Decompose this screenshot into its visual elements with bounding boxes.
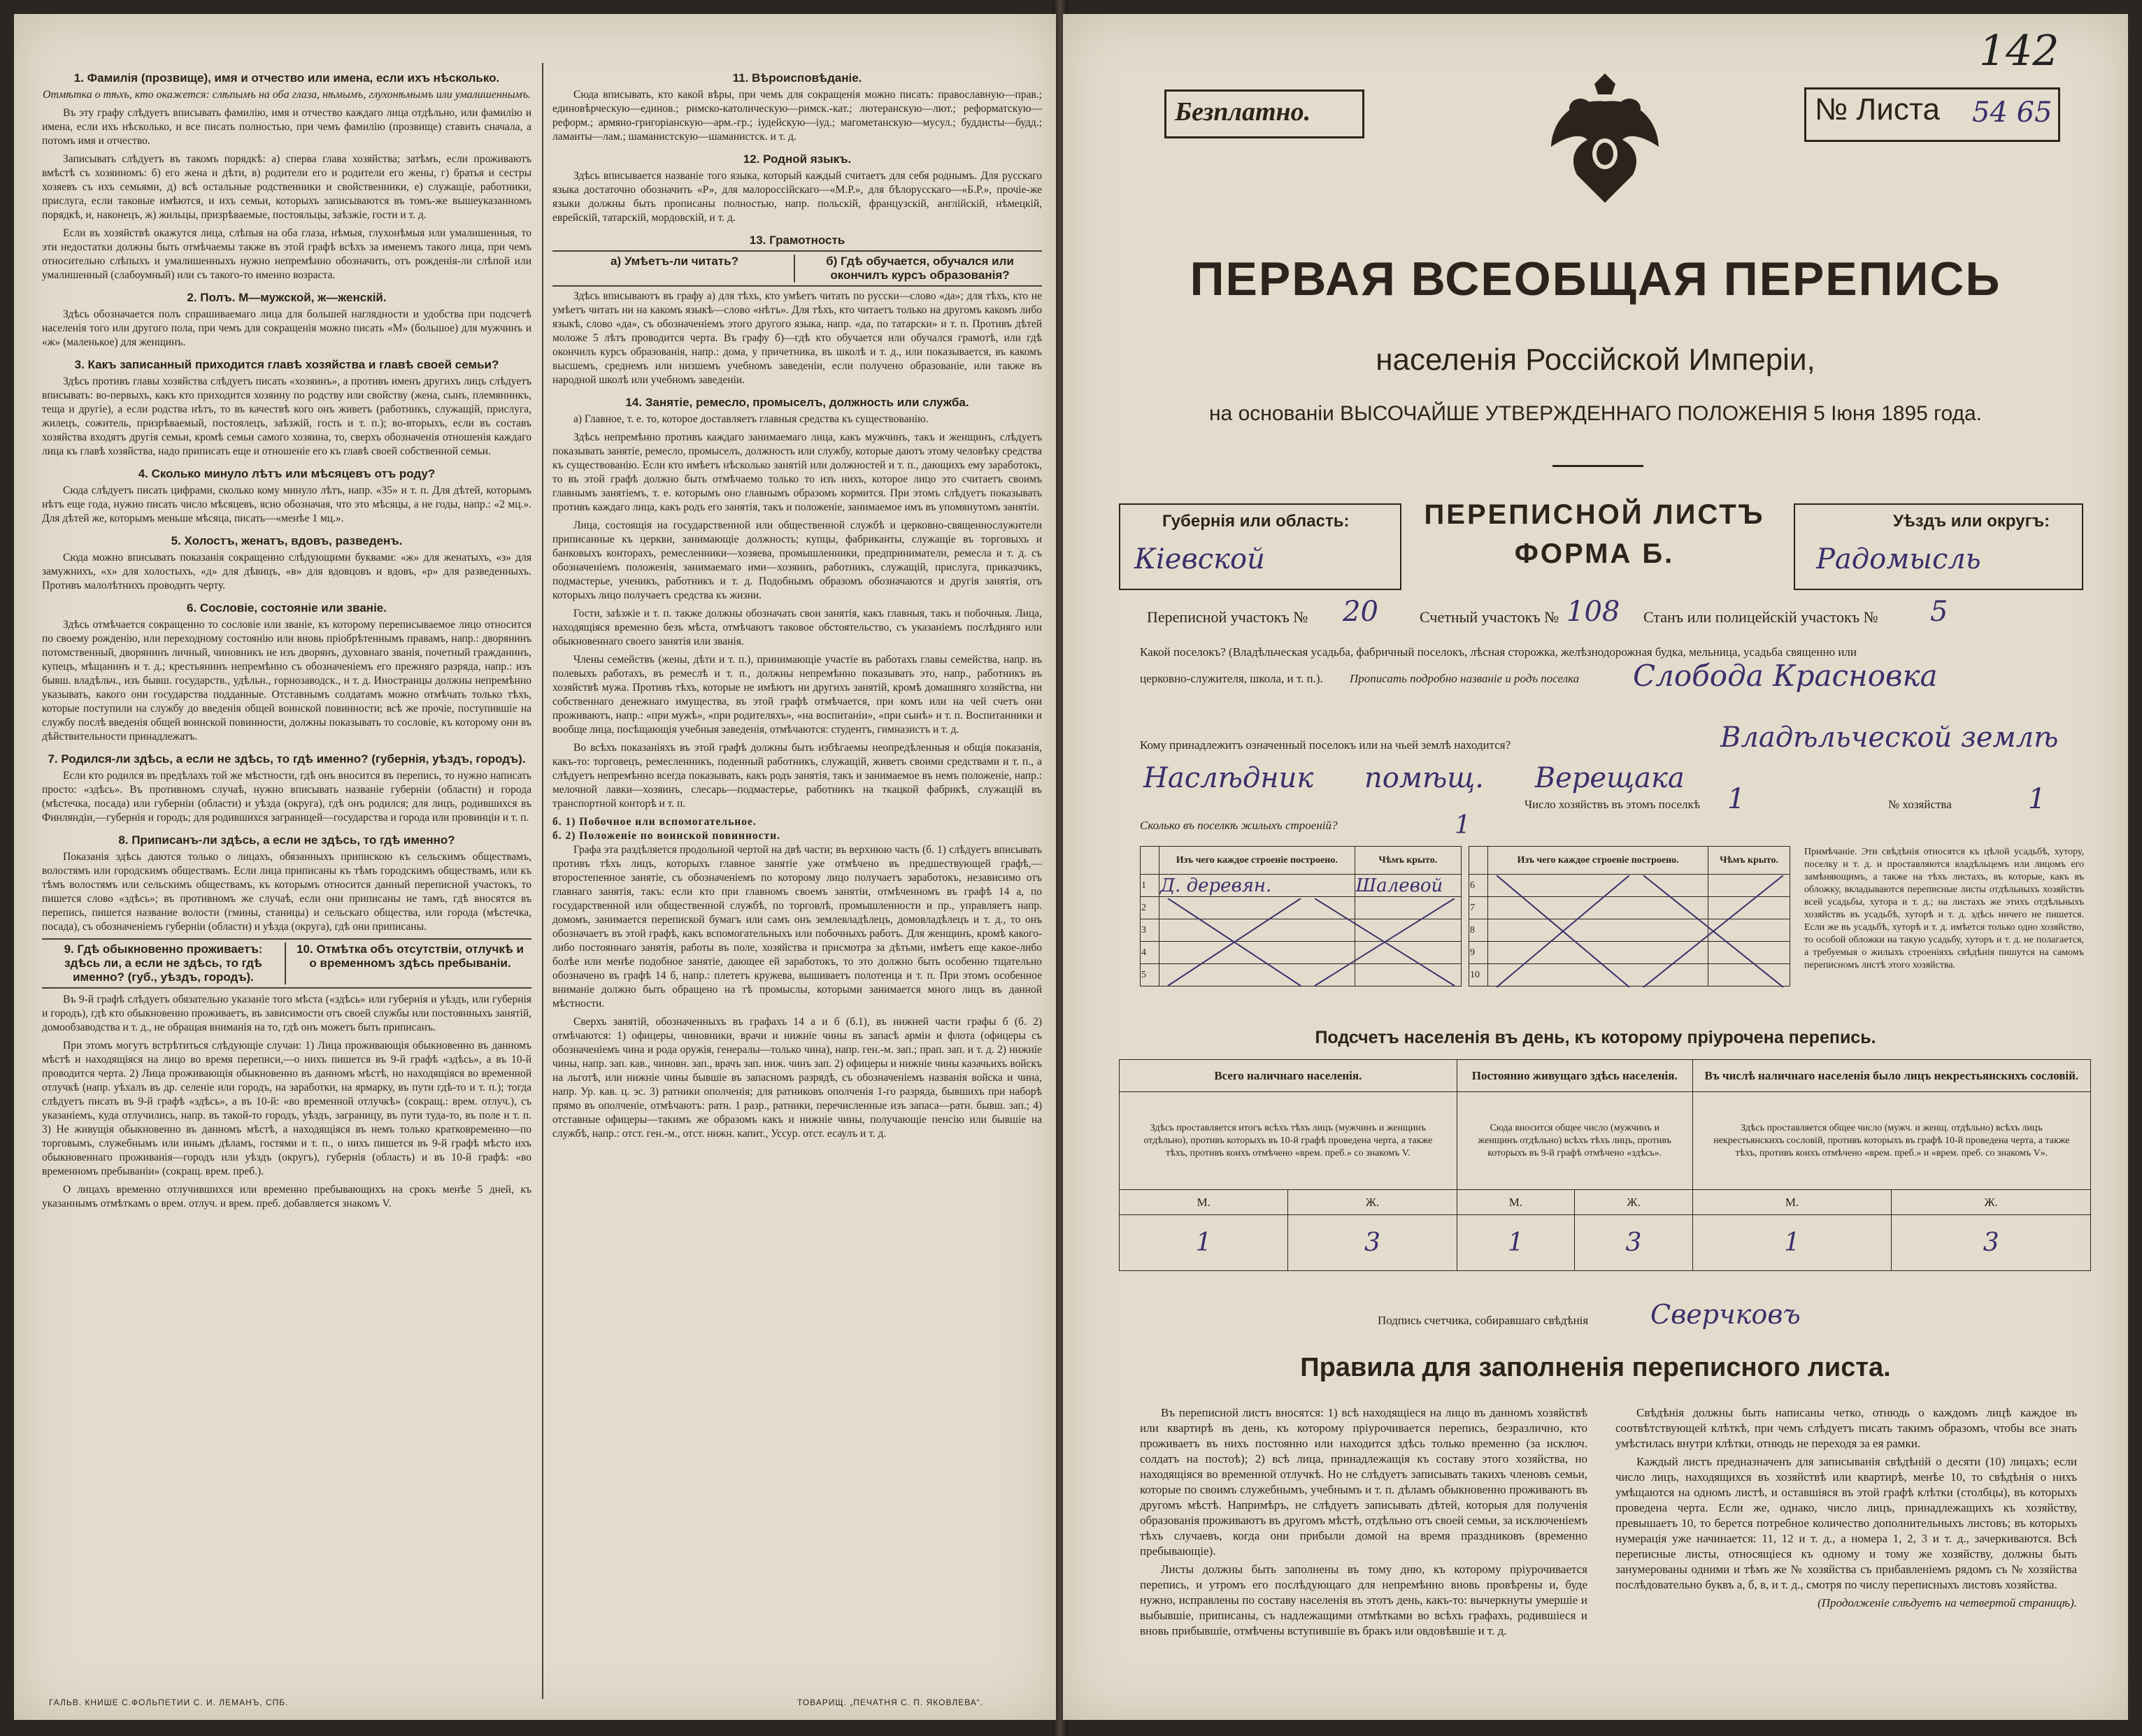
female-header: Ж. — [1288, 1190, 1457, 1215]
form-title-line-1: ПЕРЕПИСНОЙ ЛИСТЪ — [1424, 499, 1765, 530]
poselok-hint: Прописать подробно названіе и родъ поселка — [1350, 672, 1580, 685]
rules-column-left — [1140, 1405, 1587, 1639]
section-14-paragraph: Сверхъ занятій, обозначенныхъ въ графахъ 14 а и б (б.1), въ нижней части графы б (б. 2) отмѣчаются: 1) офицеры, чиновники, врачи и нижніе чины въ запасѣ арміи и флота (офицеры съ обозначеніемъ чина и рода оружія, генералы—только чина), напр. ген.-м. зап.; прап. зап. и т. д. 2) нижніе чины, напр. зап. кав., чиновн. зап., врачъ зап. ниж. чинъ зап. 2) офицеры и нижніе чины казачьихъ войскъ на льготѣ, или нижніе чины бывшіе въ запасномъ разрядѣ, съ обозначеніемъ названія войска и чина, напр. Ур. кав. ц. эс. 3) ратники ополченія; для ратниковъ ополченія 1-го разряда, бывшихъ при наборѣ прямо въ ополченіе, отмѣчаютъ: ратн. 1 разр., ратники, перечисленные изъ запаса—ратн. бывш. зап.; 4) отставные офицеры—такимъ же образомъ какъ и нижніе чины, получающіе пенсію или бывшіе на службѣ, напр.: отст. ген.-м., отст. нижн. капит., Уссур. отст. есаулъ и т. д. — [552, 1016, 1042, 1140]
section-10-title: 10. Отмѣтка объ отсутствіи, отлучкѣ и о временномъ здѣсь пребываніи. — [297, 942, 524, 970]
rules-continuation: (Продолженіе слѣдуетъ на четвертой страницѣ). — [1818, 1596, 2077, 1609]
poselok-value[interactable]: Слобода Красновка — [1633, 659, 1938, 693]
archive-page-number: 142 — [1979, 27, 2059, 76]
section-11-title: 11. Вѣроисповѣданіе. — [732, 71, 862, 85]
section-13a-title: а) Умѣетъ-ли читать? — [555, 254, 795, 282]
schetny-label: Счетный участокъ № — [1420, 608, 1559, 626]
buildings-label: Сколько въ поселкѣ жилыхъ строеній? — [1140, 819, 1338, 832]
table-row: 10 — [1469, 964, 1790, 987]
hoz-no-value[interactable]: 1 — [2028, 783, 2046, 815]
female-header: Ж. — [1575, 1190, 1693, 1215]
guberniya-label: Губернія или область: — [1162, 512, 1350, 531]
section-14-paragraph: Члены семействъ (жены, дѣти и т. п.), принимающіе участіе въ работахъ главы семейства, напр. въ полевыхъ работахъ, въ ремеслѣ и т. п., должны непремѣнно показывать это, напр., работникъ въ хозяйствѣ мужа. Противъ тѣхъ, которые не имѣютъ ни другихъ занятій, кромѣ домашняго хозяйства, ни собственнаго денежнаго имущества, въ этой графѣ отмѣчается, при комъ или на чей счетъ они проживаютъ, напр.: «при мужѣ», «при родителяхъ», «на воспитаніи», «при сынѣ» и т. п. Воспитанники и вообще лица, посѣщающія учебныя заведенія, отмѣчаются: студентъ, гимназистъ и т. д. — [552, 654, 1042, 736]
section-5-title: 5. Холостъ, женатъ, вдовъ, разведенъ. — [171, 534, 403, 547]
free-label: Безплатно. — [1175, 97, 1311, 127]
section-8-paragraph: Показанія здѣсь даются только о лицахъ, обязанныхъ припискою къ сельскимъ обществамъ, волостямъ или городскимъ обществамъ. Если лица приписаны къ тѣмъ городскимъ обществамъ, или къ тѣмъ волостямъ или сельскимъ обществамъ, къ которымъ относится данный переписной участокъ, то пишется слово «здѣсь»; въ противномъ же случаѣ, если они приписаны не тамъ, гдѣ вносятся въ перепись, пишется название волости (гмины, станицы) и сельскаго общества, или города (мѣстечка, посада), съ обозначеніемъ губерніи (области) и уѣзда (округа), гдѣ они приписаны. — [42, 851, 531, 933]
section-14-paragraph: а) Главное, т. е. то, которое доставляетъ главныя средства къ существованію. — [573, 413, 929, 425]
buildings-value[interactable]: 1 — [1455, 811, 1471, 840]
rules-column-right — [1615, 1405, 2077, 1611]
owner-value-2[interactable]: Наслѣдник помѣщ. Верещака — [1143, 762, 1685, 794]
rules-paragraph: Въ переписной листъ вносятся: 1) всѣ находящіеся на лицо въ данномъ хозяйствѣ или квартирѣ въ день, къ которому пріурочивается перепись, безразлично, кто проживаетъ въ нихъ постоянно или находится здѣсь только временно (за исключ. солдатъ на постоѣ); 2) всѣ лица, принадлежащія къ составу этого хозяйства, но находящіяся во временной отлучкѣ. Но не слѣдуетъ записывать такихъ членовъ семьи, которые по своимъ служебнымъ, учебнымъ и т. п. дѣламъ обыкновенно проживаютъ въ другомъ мѣстѣ. Напримѣръ, не слѣдуетъ записывать дѣтей, которыя для полученія образованія проживаютъ въ другомъ мѣстѣ, отдѣльно отъ своей семьи, за исключеніемъ тѣхъ случаевъ, когда они прибыли домой на время праздниковъ (временно пребывающіе). — [1140, 1406, 1587, 1558]
section-7-title: 7. Родился-ли здѣсь, а если не здѣсь, то гдѣ именно? (губернія, уѣздъ, городъ). — [48, 752, 526, 766]
stan-label: Станъ или полицейскій участокъ № — [1643, 608, 1878, 626]
section-12-title: 12. Родной языкъ. — [743, 152, 852, 166]
count-desc-nonpeasant: Здѣсь проставляется общее число (мужч. и женщ. отдѣльно) всѣхъ лицъ некрестьянскихъ сословій, противъ которыхъ въ графѣ 10-й проведена черта, а также тѣхъ, противъ коихъ отмѣчено «врем. преб.» и «врем. преб. со знакомъ V». — [1692, 1092, 2090, 1190]
uezd-value[interactable]: Радомысль — [1816, 543, 1981, 575]
population-count-table — [1119, 1059, 2091, 1271]
section-1-paragraph: Если въ хозяйствѣ окажутся лица, слѣпыя на оба глаза, нѣмыя, глухонѣмыя или умалишенныя, то эти недостатки должны быть отмѣчаемы также въ этой графѣ всѣхъ за именемъ такого лица, при чемъ относительно слѣпыхъ и умалишенныхъ нужно непремѣнно обозначить, отъ рожденія-ли слѣпой или умалишенный (слабоумный) или съ такого-то именно возраста. — [42, 227, 531, 281]
form-title-line-2: ФОРМА Б. — [1514, 538, 1675, 569]
section-14-paragraph: Здѣсь непремѣнно противъ каждаго занимаемаго лица, какъ мужчинъ, такъ и женщинъ, слѣдуетъ показывать занятіе, ремесло, промыселъ, должность или службу, которые даютъ этому человѣку средства къ существованію. Если кто имѣетъ нѣсколько занятій или должностей и т. п., дающихъ ему заработокъ, то въ этой графѣ должно быть отмѣчаемо только то изъ нихъ, которое лицо это считаетъ своимъ главнымъ занятіемъ, т. е. которымъ оно главнымъ образомъ кормится. При этомъ слѣдуетъ показывать противъ каждаго лица, какъ родъ его занятія, такъ и положеніе, занимаемое имъ въ упомянутомъ занятіи. — [552, 431, 1042, 513]
count-permanent-male[interactable]: 1 — [1457, 1215, 1575, 1271]
instructions-page — [14, 14, 1056, 1720]
section-12-paragraph: Здѣсь вписывается названіе того языка, который каждый считаетъ для себя роднымъ. Для русскаго языка достаточно обозначить «Р», для малороссійскаго—«М.Р.», для бѣлорусскаго—«Б.Р.», прочіе-же языки должны быть прописаны полностью, напр. польскій, французскій, англійскій, нѣмецкій, еврейскій, татарскій, мордовскій, и т. д. — [552, 170, 1042, 224]
table-row: 9 — [1469, 942, 1790, 964]
rules-paragraph: Каждый листъ предназначенъ для записыванія свѣдѣній о десяти (10) лицахъ; если число лицъ, находящихся въ хозяйствѣ или квартирѣ, менѣе 10, то свѣдѣнія о нихъ умѣщаются на одномъ листѣ, и оставшіяся въ этой графѣ клѣтки (столбцы), въ которыхъ проведена черта. Если же, однако, число лицъ, принадлежащихъ къ хозяйству, превышаетъ 10, то берется потребное количество дополнительныхъ листовъ; въ которыхъ нумерація уже начинается: 11, 12 и т. д., а номера 1, 2, 3 и т. д., зачеркиваются. Всѣ переписные листы, относящіеся къ одному и тому же хозяйству, должны быть занумерованы одними и тѣмъ же № хозяйства съ прибавленіемъ рядомъ съ № хозяйства послѣдовательно буквъ а, б, в, и т. д., смотря по числу переписныхъ листовъ хозяйства. — [1615, 1455, 2077, 1591]
female-header: Ж. — [1892, 1190, 2091, 1215]
uchastok-label: Переписной участокъ № — [1147, 608, 1308, 626]
count-nonpeasant-female[interactable]: 3 — [1892, 1215, 2091, 1271]
crossed-out-cells-right — [1490, 875, 1790, 991]
section-2-title: 2. Полъ. М—мужской, ж—женскій. — [187, 291, 387, 304]
rules-paragraph: Листы должны быть заполнены въ тому дню, къ которому пріурочивается перепись, и утромъ его послѣдующаго для непремѣнно вновь провѣрены и, буде нужно, исправлены по составу населенія въ этотъ день, какъ-то: вычеркнуты умершіе и выбывшіе, приписаны, съ надлежащими отмѣтками во всѣхъ графахъ, родившіеся и вновь прибывшіе, отмѣчены вступившіе въ бракъ или овдовѣвшіе и т. д. — [1140, 1563, 1587, 1637]
male-header: М. — [1692, 1190, 1892, 1215]
stan-value[interactable]: 5 — [1930, 596, 1948, 628]
count-desc-permanent: Сюда вносится общее число (мужчинъ и женщинъ отдѣльно) всѣхъ тѣхъ лицъ, противъ которыхъ въ 9-й графѣ отмѣчено «здѣсь». — [1457, 1092, 1692, 1190]
section-4-title: 4. Сколько минуло лѣтъ или мѣсяцевъ отъ роду? — [138, 467, 436, 480]
section-13-paragraph: Здѣсь вписываютъ въ графу а) для тѣхъ, кто умѣетъ читать по русски—слово «да»; для тѣхъ, кто не умѣетъ читать ни на какомъ языкѣ—слово «нѣтъ». Для тѣхъ, кто читаетъ только на другомъ какомъ либо языкѣ, слово «да», съ обозначеніемъ этого другого языка, напр. «да, по татарски» и т. п. Противъ дѣтей моложе 5 лѣтъ проводится черта. Въ графу б)—гдѣ кто обучается или обучался грамотѣ, или гдѣ окончилъ курсъ образованія, напр.: дома, у причетника, въ школѣ и т. д., или показывается, въ какомъ высшемъ, среднемъ или низшемъ учебномъ заведеніи, если получено образованіе, или также въ народной школѣ или учебномъ заведеніи. — [552, 290, 1042, 386]
section-7-paragraph: Если кто родился въ предѣлахъ той же мѣстности, гдѣ онъ вносится въ перепись, то нужно написать просто: «здѣсь». Въ противномъ случаѣ, нужно вписывать названіе губерніи (области) и города (мѣстечка, посада) или губерніи (области) и уѣзда (округа), гдѣ онъ родился; для лицъ, родившихся въ Финляндіи,—губернія и городъ; для родившихся заграницей—государства и города или провинціи и т. п. — [42, 770, 531, 824]
bld-col-material: Изъ чего каждое строеніе построено. — [1488, 847, 1708, 875]
bld-col-material: Изъ чего каждое строеніе построено. — [1159, 847, 1355, 875]
section-5-paragraph: Сюда можно вписывать показанія сокращенно слѣдующими буквами: «ж» для женатыхъ, «з» для замужнихъ, «х» для холостыхъ, «д» для дѣвицъ, «в» для вдовцовъ и вдовъ, «р» для разведенныхъ. Противъ малолѣтнихъ проводить черту. — [42, 552, 531, 591]
table-row: 7 — [1469, 897, 1790, 919]
table-row: 5 — [1141, 964, 1462, 987]
section-14-paragraph: Гости, заѣзжіе и т. п. также должны обозначать свои занятія, какъ главныя, такъ и побочныя. Лица, находящіяся временно безъ мѣста, отмѣчаютъ таковое обстоятельство, съ указаніемъ послѣдняго или обыкновеннаго своего занятія или званія. — [552, 608, 1042, 647]
printer-mark-left: ГАЛЬВ. КНИШЕ С.ФОЛЬПЕТИИ С. И. ЛЕМАНЪ, СПБ. — [49, 1698, 289, 1707]
hoz-count-value[interactable]: 1 — [1727, 783, 1745, 815]
section-1-paragraph: Записывать слѣдуетъ въ такомъ порядкѣ: а) сперва глава хозяйства; затѣмъ, если проживаютъ вмѣстѣ съ хозяиномъ: б) его жена и дѣти, в) родители его и родители его жены, г) братья и сестры хозяевъ съ ихъ семьями, д) всѣ остальные родственники и свойственники, е) служащіе, работники, прислуга, если таковые имѣются, и ихъ семьи, которыхъ записываются въ томъ-же вышеуказанномъ порядкѣ, и, наконецъ, ж) жильцы, призрѣваемые, постояльцы, заѣзжіе, гости и т. д. — [42, 153, 531, 221]
signature-value[interactable]: Сверчковъ — [1650, 1299, 1801, 1330]
section-14-title: 14. Занятіе, ремесло, промыселъ, должность или служба. — [625, 396, 969, 409]
table-row: 2 — [1141, 897, 1462, 919]
section-13b-title: б) Гдѣ обучается, обучался или окончилъ курсъ образованія? — [826, 254, 1014, 282]
table-row: 8 — [1469, 919, 1790, 942]
section-11-paragraph: Сюда вписывать, кто какой вѣры, при чемъ для сокращенія можно писать: православную—прав.; единовѣрческую—единов.; римско-католическую—римск.-кат.; лютеранскую—лют.; реформатскую—реформ.; армяно-григоріанскую—арм.-гр.; іудейскую—іуд.; магометанскую—мусул.; буддисты—будд.; ламаиты—лам.; шаманистскую—шаманистск. и т. д. — [552, 89, 1042, 143]
buildings-note: Примѣчаніе. Эти свѣдѣнія относятся къ цѣлой усадьбѣ, хутору, поселку и т. д. и проставляются владѣльцемъ или лицомъ его замѣняющимъ, а также на тѣхъ листахъ, въ которые, какъ въ обложку, вкладываются переписные листы отдѣльныхъ хозяйствъ всей усадьбы, хутора и т. д.; на листахъ же этихъ отдѣльныхъ хозяйствъ въ усадьбѣ, хуторѣ и т. д. здѣсь ничего не пишется. Если же въ усадьбѣ, хуторѣ и т. д. имѣется только одно хозяйство, то особой обложки на такую усадьбу, хуторъ и т. д. не полагается, а требуемыя о жилыхъ строеніяхъ свѣдѣнія пишутся на самомъ переписномъ листѣ этого хозяйства. — [1804, 847, 2084, 970]
census-form-page — [1063, 14, 2128, 1720]
section-14-b1-title: б. 1) Побочное или вспомогательное. — [552, 816, 757, 828]
subtitle-decree: на основаніи ВЫСОЧАЙШЕ УТВЕРЖДЕННАГО ПОЛОЖЕНІЯ 5 Іюня 1895 года. — [1208, 402, 1982, 425]
sheet-number-value: 54 65 — [1972, 96, 2052, 129]
uchastok-value[interactable]: 20 — [1343, 596, 1378, 628]
rules-paragraph: Свѣдѣнія должны быть написаны четко, отнюдь о каждомъ лицѣ каждое въ соотвѣтствующей клѣткѣ, при чемъ слѣдуетъ писать такимъ образомъ, чтобы все знать умѣстилась внутри клѣтки, отнюдь не переходя за ея рамки. — [1615, 1406, 2077, 1450]
main-title: ПЕРВАЯ ВСЕОБЩАЯ ПЕРЕПИСЬ — [1190, 252, 2001, 306]
count-header-nonpeasant: Въ числѣ наличнаго населенія было лицъ некрестьянскихъ сословій. — [1692, 1060, 2090, 1092]
section-13-title: 13. Грамотность — [749, 234, 845, 247]
section-6-title: 6. Сословіе, состояніе или званіе. — [187, 601, 387, 615]
section-1-title: 1. Фамилія (прозвище), имя и отчество или имена, если ихъ нѣсколько. — [73, 71, 500, 85]
section-14-paragraph: Во всѣхъ показаніяхъ въ этой графѣ должны быть избѣгаемы неопредѣленныя и общія показанія, какъ-то: торговецъ, ремесленникъ, поденный работникъ, служащій, живетъ своими средствами и т. п., а слѣдуетъ непремѣнно всегда показывать, какъ родъ занятія, такъ и занимаемое въ немъ положеніе, напр.: мелочной лавки—хозяинъ, слесарь—подмастерье, работникъ на ткацкой фабрикѣ, служащій въ транспортной конторѣ и т. п. — [552, 742, 1042, 810]
instructions-column-1 — [42, 63, 531, 1215]
rules-title: Правила для заполненія переписного листа. — [1300, 1353, 1891, 1382]
table-row: 4 — [1141, 942, 1462, 964]
table-row: 3 — [1141, 919, 1462, 942]
section-14-b2-title: б. 2) Положеніе по воинской повинности. — [552, 830, 780, 842]
instructions-column-2 — [552, 63, 1042, 1145]
double-headed-eagle-emblem — [1545, 70, 1664, 210]
section-14-paragraph: Лица, состоящія на государственной или общественной службѣ и церковно-священнослужители приписанные къ церкви, занимающіе должность; купцы, фабриканты, служащіе въ торговыхъ и банковыхъ конторахъ, ремесленники—хозяева, промышленники, предприниматели, ремесла и т. д. съ обозначеніемъ положенія, занимаемаго ими—хозяинъ, работникъ, служащій, прислуга, приказчикъ, подмастерье, ученикъ, работникъ и т. д. Подобнымъ образомъ обозначаются и другія занятія, отъ которыхъ лицо получаетъ средства къ жизни. — [552, 519, 1042, 601]
section-9-paragraph: О лицахъ временно отлучившихся или временно пребывающихъ на срокъ менѣе 5 дней, къ указаннымъ отмѣткамъ о врем. отлуч. и врем. преб. добавляется знакомъ V. — [42, 1184, 531, 1210]
printer-mark-right: ТОВАРИЩ. „ПЕЧАТНЯ С. П. ЯКОВЛЕВА“. — [797, 1698, 984, 1707]
bld-col-roof: Чѣмъ крыто. — [1708, 847, 1790, 875]
poselok-label-2: церковно-служителя, школа, и т. п.). — [1140, 672, 1323, 685]
schetny-value[interactable]: 108 — [1566, 596, 1620, 628]
count-total-male[interactable]: 1 — [1120, 1215, 1288, 1271]
count-title: Подсчетъ населенія въ день, къ которому пріурочена перепись. — [1315, 1028, 1876, 1047]
section-9-title: 9. Гдѣ обыкновенно проживаетъ: здѣсь ли, а если не здѣсь, то гдѣ именно? (губ., уѣздъ, городъ). — [45, 942, 286, 984]
section-9-paragraph: При этомъ могутъ встрѣтиться слѣдующіе случаи: 1) Лица проживающія обыкновенно въ данномъ мѣстѣ и находящіяся на лицо во время переписи,—о нихъ пишется въ 9-й графѣ «здѣсь», а въ 10-й проводится черта. 2) Лица проживающія обыкновенно въ данномъ мѣстѣ, но находящіяся во временной отлучкѣ (напр. уѣхалъ въ др. селеніе или городъ, на заработки, на ярмарку, въ пути гдѣ-то и т. п.); тогда слѣдуетъ писать въ 9-й графѣ «здѣсь», а въ 10-й: «во временной отлучкѣ» (сокращ.: врем. отлуч.), съ указаніемъ, куда отлучились, напр. въ такой-то городъ, уѣздъ, заграницу, въ пути туда-то, въ поле и т. п. 3) Не живущія обыкновенно въ данномъ мѣстѣ, а находящіяся въ немъ только кратковременно—по торговымъ, служебнымъ или инымъ дѣламъ, гостями и т. п., о нихъ пишется въ 9-й графѣ мѣсто ихъ обыкновеннаго проживанія—городъ или уѣздъ (округъ), губернія (область) и въ 10-й графѣ: «во временномъ пребываніи» (сокращ. врем. преб.). — [42, 1040, 531, 1177]
count-header-total: Всего наличнаго населенія. — [1120, 1060, 1457, 1092]
owner-label: Кому принадлежитъ означенный поселокъ или на чьей землѣ находится? — [1140, 738, 1511, 752]
signature-label: Подпись счетчика, собиравшаго свѣдѣнія — [1378, 1314, 1589, 1327]
section-1-paragraph: Въ эту графу слѣдуетъ вписывать фамилію, имя и отчество каждаго лица отдѣльно, или фамилію и имена, если ихъ нѣсколько, и все писать полностью, при чемъ фамилію (прозвище) ставить сначала, а потомъ имя и отчество. — [42, 107, 531, 147]
section-6-paragraph: Здѣсь отмѣчается сокращенно то сословіе или званіе, къ которому переписываемое лицо относится по своему рожденію, или переходному состоянію или вновь пріобрѣтеннымъ правамъ, напр.: дворянинъ потомственный, дворянинъ личный, чиновникъ не изъ дворянъ, духовнаго званія, почетный гражданинъ, купецъ, мѣщанинъ и т. д.; крестьянинъ непремѣнно съ обозначеніемъ его прежняго разряда, напр.: изъ бывш. владѣльч., изъ бывш. государств., удѣльн., горнозаводск., и т. д. Иностранцы должны непремѣнно указывать, какого они государства подданные. Отставнымъ солдатамъ можно отмѣчать только тѣхъ, которые поступили на службу до введенія общей воинской повинности; всѣ же прочіе, поступившіе на службу послѣ введенія общей воинской повинности, должны показывать то сословіе, къ которому они въ дѣйствительности принадлежатъ. — [42, 619, 531, 743]
guberniya-box — [1119, 503, 1401, 590]
section-1-subtitle: Отмѣтка о тѣхъ, кто окажется: слѣпымъ на оба глаза, нѣмымъ, глухонѣмымъ или умалишеннымъ. — [42, 89, 531, 101]
poselok-label: Какой поселокъ? (Владѣльческая усадьба, фабричный поселокъ, лѣсная сторожка, желѣзнодорожная будка, мельница, усадьба священно или — [1140, 645, 1857, 659]
count-desc-total: Здѣсь проставляется итогъ всѣхъ тѣхъ лицъ (мужчинъ и женщинъ отдѣльно), противъ которыхъ въ 10-й графѣ проведена черта, а также тѣхъ, противъ коихъ отмѣчено «врем. преб.» со знакомъ V. — [1120, 1092, 1457, 1190]
section-3-title: 3. Какъ записанный приходится главѣ хозяйства и главѣ своей семьи? — [74, 358, 499, 371]
hoz-count-label: Число хозяйствъ въ этомъ поселкѣ — [1525, 798, 1700, 811]
subtitle-empire: населенія Россійской Имперіи, — [1376, 343, 1815, 377]
section-14-paragraph: Графа эта раздѣляется продольной чертой на двѣ части; въ верхнюю часть (б. 1) слѣдуетъ вписывать противъ тѣхъ лицъ, которыхъ главное занятіе уже отмѣчено въ предшествующей графѣ,—второстепенное занятіе, съ обозначеніемъ по которому лицо получаетъ заработокъ, независимо отъ главнаго занятія, такъ: если кто при главномъ своемъ занятіи, отмѣченномъ въ графѣ 14 а, по государственной или общественной службѣ, по торговлѣ, промышленности и пр., управляетъ напр. домомъ, занимается перепиской бумагъ или самъ онъ землевладѣлецъ, домовладѣлецъ и т. д., то онъ обозначаетъ въ этой графѣ, какъ вспомогательныхъ или побочныхъ работъ. Для женщинъ, кромѣ какого-либо постояннаго занятія, работы въ поле, хозяйства и присмотра за дѣтьми, имѣетъ еще какое-либо болѣе или менѣе подобное занятіе, дающее ей заработокъ, то это должно быть особенно тщательно обозначено въ графѣ 14 б, напр.: плететъ кружева, вышиваетъ полотенца и т. п. При этомъ особенное вниманіе должно быть обращено на тѣ промыслы, которыми занимается много лицъ въ данной мѣстности. — [552, 844, 1042, 1010]
guberniya-value[interactable]: Кіевской — [1134, 543, 1265, 575]
sheet-number-label: № Листа — [1815, 92, 1941, 127]
form-title — [1399, 495, 1790, 573]
section-2-paragraph: Здѣсь обозначается полъ спрашиваемаго лица для большей наглядности и удобства при подсчетѣ населенія того или другого пола, при чемъ для сокращенія можно писать «М» (большое) для мужчинъ и «ж» (маленькое) для женщинъ. — [42, 308, 531, 348]
section-4-paragraph: Сюда слѣдуетъ писать цифрами, сколько кому минуло лѣтъ, напр. «35» и т. п. Для дѣтей, которымъ нѣтъ еще года, нужно писать число мѣсяцевъ, ясно обозначая, что это мѣсяцы, а не годы, напр.: «2 мц.». Для дѣтей же, которымъ меньше мѣсяца, писать—«менѣе 1 мц.». — [42, 485, 531, 524]
uezd-box — [1794, 503, 2083, 590]
column-divider — [542, 63, 543, 1699]
male-header: М. — [1457, 1190, 1575, 1215]
title-divider — [1552, 465, 1643, 467]
count-total-female[interactable]: 3 — [1288, 1215, 1457, 1271]
hoz-no-label: № хозяйства — [1888, 798, 1952, 811]
count-permanent-female[interactable]: 3 — [1575, 1215, 1693, 1271]
count-nonpeasant-male[interactable]: 1 — [1692, 1215, 1892, 1271]
owner-value[interactable]: Владѣльческой землѣ — [1720, 722, 2059, 754]
crossed-out-cells-left — [1161, 898, 1462, 989]
section-9-paragraph: Въ 9-й графѣ слѣдуетъ обязательно указаніе того мѣста («здѣсь» или губернія и уѣздъ, или губернія и городъ), гдѣ кто обыкновенно проживаетъ, въ зависимости отъ своей службы или постоянныхъ занятій, домообзаводства и т. д., не обращая вниманія на то, гдѣ онъ можетъ быть приписанъ. — [42, 993, 531, 1033]
bld-col-roof: Чѣмъ крыто. — [1355, 847, 1461, 875]
table-row: 6 — [1469, 875, 1790, 897]
count-header-permanent: Постоянно живущаго здѣсь населенія. — [1457, 1060, 1692, 1092]
section-3-paragraph: Здѣсь противъ главы хозяйства слѣдуетъ писать «хозяинъ», а противъ именъ другихъ лицъ слѣдуетъ вписывать: во-первыхъ, какъ кто приходится хозяину по родству или свойству (жена, сынъ, племянникъ, теща и другіе), а если родства нѣтъ, то въ качествѣ кого онъ живетъ (работникъ, служащій, прислуга, жилецъ, сожитель, призрѣваемый, постоялецъ, заѣзжій, гость и т. п.); во-вторыхъ, если въ составъ хозяйства входятъ другія семьи, кромѣ семьи самого хозяина, то, сверхъ обозначенія отношенія каждаго лица къ главѣ хозяйства, надо приписать еще и отношеніе его къ главѣ своей собственной семьи. — [42, 375, 531, 457]
male-header: М. — [1120, 1190, 1288, 1215]
table-row: 1 Д. деревян. Шалевой — [1141, 875, 1462, 897]
uezd-label: Уѣздъ или округъ: — [1893, 512, 2050, 531]
section-8-title: 8. Приписанъ-ли здѣсь, а если не здѣсь, то гдѣ именно? — [118, 833, 455, 847]
